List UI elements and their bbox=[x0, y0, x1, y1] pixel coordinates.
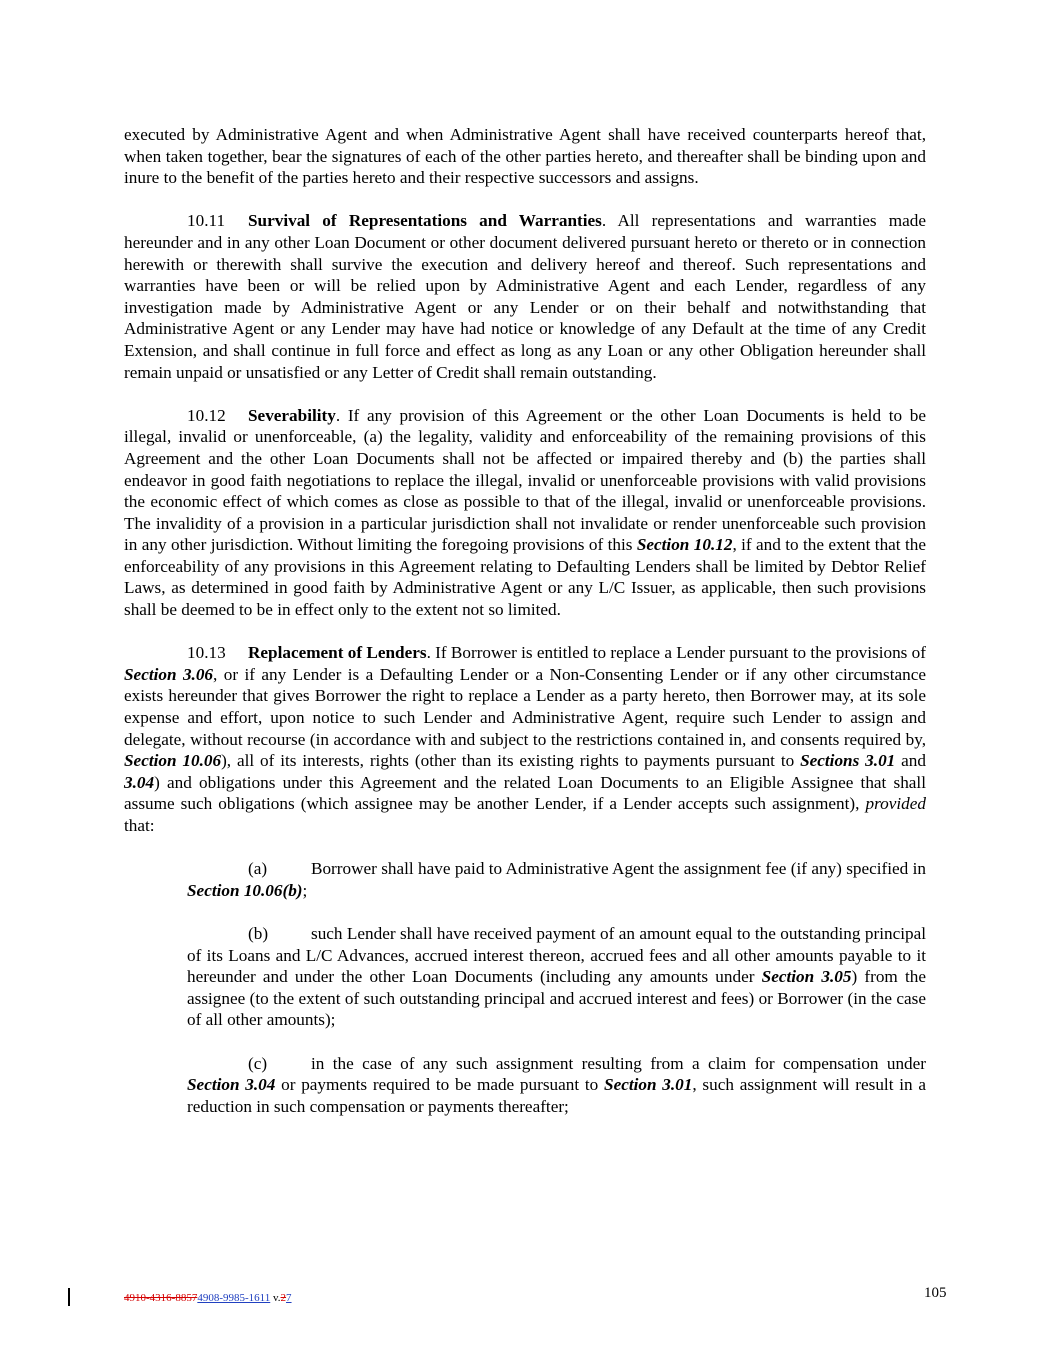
document-id bbox=[124, 1292, 292, 1304]
clause-a bbox=[187, 858, 926, 901]
section-heading: Severability bbox=[248, 405, 336, 425]
clause-label: (b) bbox=[248, 923, 269, 943]
section-text: . All representations and warranties made hereunder and in any other Loan Document or other document delivered pursuant hereto or thereto or in connection herewith or therewith shall survive the execution and delivery hereof and thereof. Such representations and warranties have been or will be relied upon by Administrative Agent and each Lender, regardless of any investigation made by Administrative Agent or any Lender or on their behalf and notwithstanding that Administrative Agent or any Lender may have had notice or knowledge of any Default at the time of any Credit Extension, and shall continue in full force and effect as long as any Loan or any other Obligation hereunder shall remain unpaid or unsatisfied or any Letter of Credit shall remain outstanding. bbox=[124, 211, 927, 382]
clause-text: Borrower shall have paid to Administrative Agent the assignment fee (if any) specified in bbox=[311, 859, 926, 879]
section-text: , or if any Lender is a Defaulting Lender or a Non-Consenting Lender or if any other circumstance exists hereunder that gives Borrower the right to replace a Lender as a party hereto, then Borrower may, at its sole expense and effort, upon notice to such Lender and Administrative Agent, require such Lender to assign and delegate, without recourse (in accordance with and subject to the restrictions contained in, and consents required by, bbox=[124, 664, 926, 749]
old-version: 2 bbox=[280, 1292, 287, 1304]
section-heading: Replacement of Lenders bbox=[248, 643, 427, 663]
change-bar bbox=[68, 1288, 70, 1306]
new-version: 7 bbox=[286, 1292, 292, 1304]
section-reference: Section 10.12 bbox=[636, 535, 733, 555]
section-reference: 3.04 bbox=[124, 772, 155, 792]
section-10-12 bbox=[124, 405, 926, 621]
section-reference: Section 3.05 bbox=[761, 967, 852, 987]
continuation-paragraph: executed by Administrative Agent and when Administrative Agent shall have received counterparts hereof that, when taken together, bear the signatures of each of the other parties hereto, and thereafter shall be binding upon and inure to the benefit of the parties hereto and their respective successors and assigns. bbox=[124, 125, 926, 188]
section-reference: Section 3.01 bbox=[604, 1075, 693, 1095]
section-text: that: bbox=[124, 816, 155, 835]
section-heading: Survival of Representations and Warranties bbox=[248, 211, 602, 231]
section-reference: Section 3.06 bbox=[124, 664, 214, 684]
section-text: ) and obligations under this Agreement and the related Loan Documents to an Eligible Assignee that shall assume such obligations (which assignee may be another Lender, if a Lender accepts such assignment), bbox=[124, 772, 926, 814]
section-text: . If any provision of this Agreement or the other Loan Documents is held to be illegal, invalid or unenforceable, (a) the legality, validity and enforceability of the remaining provisions of this Agreement and the other Loan Documents shall not be affected or impaired thereby and (b) the parties shall endeavor in good faith negotiations to replace the illegal, invalid or unenforceable provisions with valid provisions the economic effect of which comes as close as possible to that of the illegal, invalid or unenforceable provisions. The invalidity of a provision in a particular jurisdiction shall not invalidate or render unenforceable such provision in any other jurisdiction. Without limiting the foregoing provisions of this bbox=[124, 405, 926, 555]
section-text: , if and to the extent that the enforceability of any provisions in this Agreement relating to Defaulting Lenders shall be limited by Debtor Relief Laws, as determined in good faith by Administrative Agent or any L/C Issuer, as applicable, then such provisions shall be deemed to be in effect only to the extent not so limited. bbox=[124, 535, 926, 620]
old-document-id: 4910-4316-8857 bbox=[124, 1292, 198, 1304]
clause-b bbox=[187, 923, 926, 1031]
section-number: 10.12 bbox=[187, 405, 226, 425]
section-text: and bbox=[895, 751, 926, 771]
section-text: . If Borrower is entitled to replace a Lender pursuant to the provisions of bbox=[426, 643, 926, 663]
section-reference: Section 10.06 bbox=[124, 751, 222, 771]
version-prefix: v. bbox=[270, 1292, 281, 1304]
clause-text: such Lender shall have received payment of an amount equal to the outstanding principal of its Loans and L/C Advances, accrued interest thereon, accrued fees and all other amounts payable to it hereunder and under the other Loan Documents (including any amounts under bbox=[187, 923, 926, 987]
clause-c bbox=[187, 1053, 926, 1118]
section-10-13 bbox=[124, 642, 926, 836]
document-page bbox=[124, 124, 926, 1139]
clause-text: ) from the assignee (to the extent of such outstanding principal and accrued interest and fees) or Borrower (in the case of all other amounts); bbox=[187, 967, 926, 1030]
clause-text: ; bbox=[302, 880, 308, 900]
section-10-11 bbox=[124, 210, 926, 383]
section-text: ), all of its interests, rights (other than its existing rights to payments pursuant to bbox=[221, 751, 801, 771]
section-reference: Sections 3.01 bbox=[800, 751, 896, 771]
clause-label: (a) bbox=[248, 859, 268, 879]
page-number: 105 bbox=[924, 1285, 947, 1301]
clause-text: in the case of any such assignment resulting from a claim for compensation under bbox=[311, 1053, 926, 1073]
section-reference: Section 3.04 bbox=[187, 1075, 276, 1095]
clause-text: , such assignment will result in a reduction in such compensation or payments thereafter; bbox=[187, 1075, 926, 1116]
provided-term: provided bbox=[865, 794, 926, 814]
section-reference: Section 10.06(b) bbox=[187, 880, 303, 900]
new-document-id: 4908-9985-1611 bbox=[197, 1292, 271, 1304]
clause-text: or payments required to be made pursuant to bbox=[275, 1075, 605, 1095]
section-number: 10.13 bbox=[187, 643, 226, 663]
section-number: 10.11 bbox=[187, 211, 226, 231]
clause-label: (c) bbox=[248, 1053, 268, 1073]
